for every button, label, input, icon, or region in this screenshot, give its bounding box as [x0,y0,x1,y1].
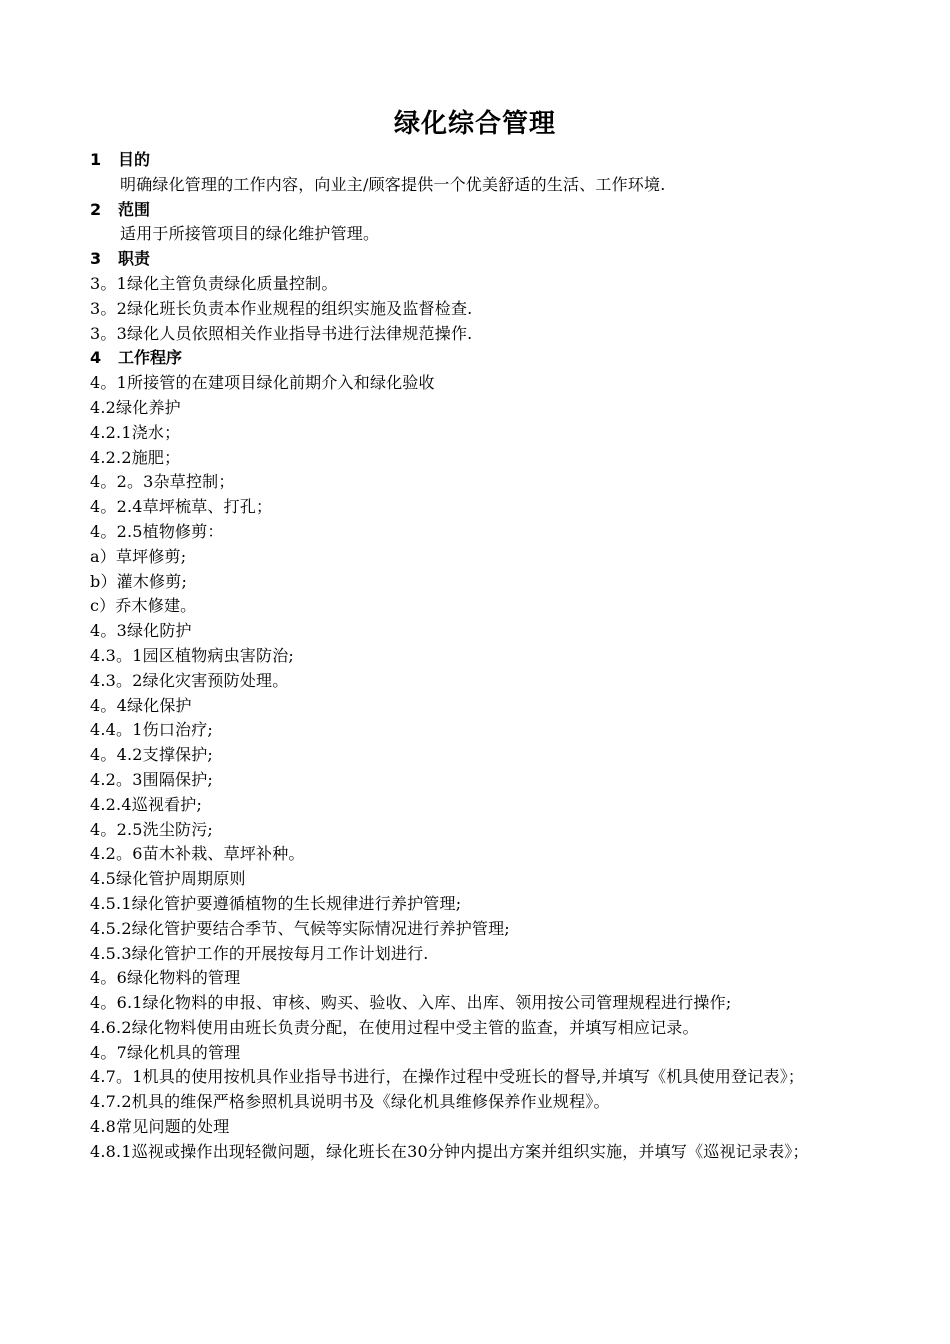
section-paragraph: 明确绿化管理的工作内容，向业主/顾客提供一个优美舒适的生活、工作环境. [120,174,666,194]
document-title: 绿化综合管理 [393,109,556,139]
section-title: 目的 [118,150,151,169]
section-heading [90,198,870,223]
list-item: 4.6.2绿化物料使用由班长负责分配，在使用过程中受主管的监查，并填写相应记录。 [90,1017,699,1037]
list-item: 4.5绿化管护周期原则 [90,869,246,889]
list-item: b）灌木修剪; [90,571,188,591]
section-number: 2 [90,199,102,219]
list-item: c）乔木修建。 [90,596,197,616]
section-title: 职责 [118,249,151,269]
list-item: 4。2。3杂草控制； [90,472,235,492]
list-item: 4.7.2机具的维保严格参照机具说明书及《绿化机具维修保养作业规程》。 [90,1092,610,1112]
list-item: 4.5.2绿化管护要结合季节、气候等实际情况进行养护管理; [90,918,510,938]
list-item: 4.7。1机具的使用按机具作业指导书进行，在操作过程中受班长的督导,并填写《机具使用登记表》； [90,1067,805,1087]
document-body [90,148,870,1165]
list-item: 4.8常见问题的处理 [90,1117,230,1137]
list-item: 4。1所接管的在建项目绿化前期介入和绿化验收 [90,373,435,393]
list-item: 4。7绿化机具的管理 [90,1042,241,1062]
section-heading [90,247,870,272]
list-item: 3。1绿化主管负责绿化质量控制。 [90,273,338,293]
section-heading [90,346,870,371]
list-item: 4.3。2绿化灾害预防处理。 [90,670,289,690]
list-item: 3。2绿化班长负责本作业规程的组织实施及监督检查. [90,298,473,318]
list-item: 4.3。1园区植物病虫害防治; [90,645,295,665]
list-item: 4.2.1浇水； [90,422,181,442]
list-item: 4.5.3绿化管护工作的开展按每月工作计划进行. [90,943,429,963]
section-number: 1 [90,150,102,169]
list-item: 4.2.4巡视看护; [90,794,203,814]
list-item: 4。4绿化保护 [90,695,192,715]
list-item: 4.5.1绿化管护要遵循植物的生长规律进行养护管理; [90,893,462,913]
list-item: 4。2.5洗尘防污; [90,819,214,839]
list-item: 4。6.1绿化物料的申报、审核、购买、验收、入库、出库、领用按公司管理规程进行操作; [90,993,732,1013]
list-item: 4.4。1伤口治疗; [90,720,214,740]
list-item: 4。2.4草坪梳草、打孔； [90,497,273,517]
list-item: 4。3绿化防护 [90,621,192,641]
list-item: 4。2.5植物修剪： [90,521,224,541]
section-number: 4 [90,348,102,368]
list-item: 4.2.2施肥； [90,447,181,467]
list-item: 4。6绿化物料的管理 [90,968,241,988]
section-paragraph: 适用于所接管项目的绿化维护管理。 [120,224,380,244]
list-item: a）草坪修剪; [90,546,187,566]
list-item: 4.2绿化养护 [90,397,181,417]
list-item: 4.8.1巡视或操作出现轻微问题，绿化班长在30分钟内提出方案并组织实施，并填写《巡视记录表》； [90,1141,809,1161]
list-item: 4。4.2支撑保护; [90,745,214,765]
section-number: 3 [90,249,102,269]
section-heading [90,148,870,173]
list-item: 3。3绿化人员依照相关作业指导书进行法律规范操作. [90,323,473,343]
list-item: 4.2。3围隔保护; [90,769,214,789]
section-title: 工作程序 [118,348,183,368]
list-item: 4.2。6苗木补栽、草坪补种。 [90,844,305,864]
section-title: 范围 [118,199,151,219]
